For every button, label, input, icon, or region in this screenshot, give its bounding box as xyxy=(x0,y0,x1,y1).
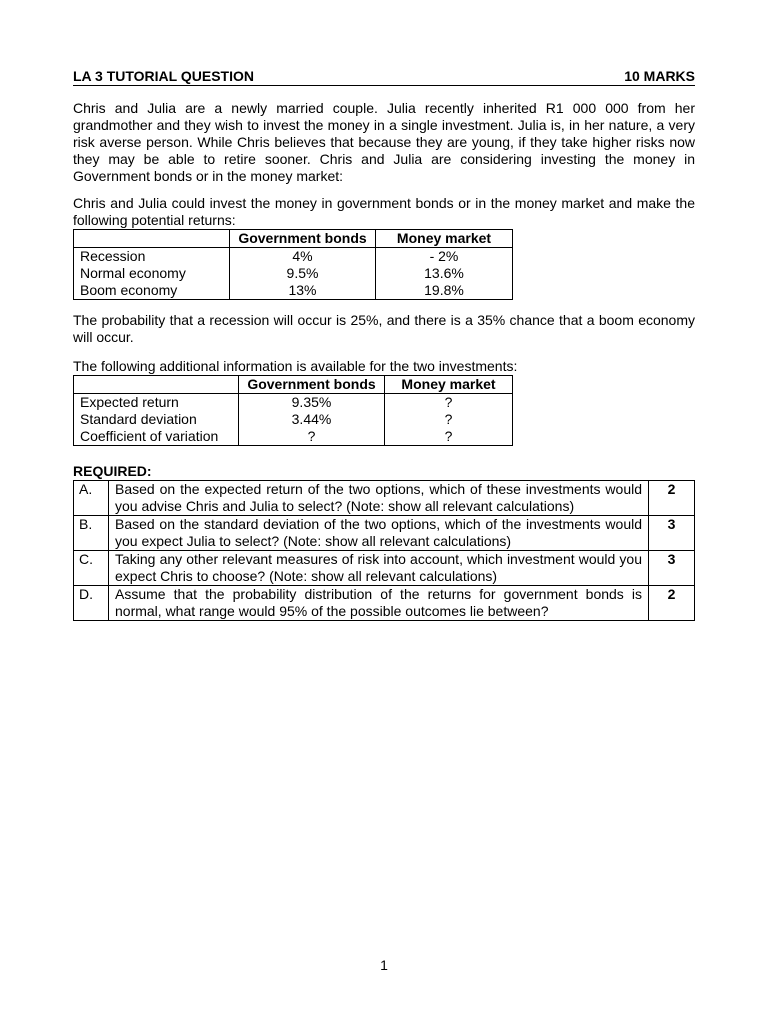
question-marks: 3 xyxy=(649,551,695,586)
probability-paragraph: The probability that a recession will occur is 25%, and there is a 35% chance that a boom economy will occur. xyxy=(73,312,695,345)
question-letter: B. xyxy=(74,516,109,551)
table-cell: ? xyxy=(239,428,385,446)
question-text: Based on the expected return of the two options, which of these investments would you advise Chris and Julia to select? (Note: show all relevant calculations) xyxy=(109,481,649,516)
question-row xyxy=(74,551,695,586)
table-cell: 13% xyxy=(230,282,376,300)
returns-paragraph: Chris and Julia could invest the money in government bonds or in the money market and make the following potential returns: xyxy=(73,195,695,228)
table-cell: 9.35% xyxy=(239,394,385,412)
table-cell: ? xyxy=(385,394,513,412)
required-heading: REQUIRED: xyxy=(73,463,152,479)
intro-paragraph: Chris and Julia are a newly married couple. Julia recently inherited R1 000 000 from her grandmother and they wish to invest the money in a single investment. Julia is, in her nature, a very risk averse person. While Chris believes that because they are young, if they take higher risks now they may be able to retire sooner. Chris and Julia are considering investing the money in Government bonds or in the money market: xyxy=(73,100,695,184)
question-row xyxy=(74,516,695,551)
table-cell: Expected return xyxy=(74,394,239,412)
question-marks: 3 xyxy=(649,516,695,551)
total-marks: 10 MARKS xyxy=(624,68,695,84)
returns-header-blank xyxy=(74,230,230,248)
stats-table xyxy=(73,375,513,446)
table-cell: Coefficient of variation xyxy=(74,428,239,446)
returns-header-money: Money market xyxy=(376,230,513,248)
document-page xyxy=(73,68,695,621)
additional-info-paragraph: The following additional information is available for the two investments: xyxy=(73,358,518,374)
table-cell: 4% xyxy=(230,248,376,266)
table-cell: ? xyxy=(385,411,513,428)
returns-table xyxy=(73,229,513,300)
stats-header-money: Money market xyxy=(385,376,513,394)
returns-header-bonds: Government bonds xyxy=(230,230,376,248)
table-cell: 13.6% xyxy=(376,265,513,282)
table-cell: Boom economy xyxy=(74,282,230,300)
table-cell: Normal economy xyxy=(74,265,230,282)
stats-header-bonds: Government bonds xyxy=(239,376,385,394)
question-text: Assume that the probability distribution of the returns for government bonds is normal, what range would 95% of the possible outcomes lie between? xyxy=(109,586,649,621)
questions-table xyxy=(73,480,695,621)
table-cell: Standard deviation xyxy=(74,411,239,428)
table-cell: 19.8% xyxy=(376,282,513,300)
question-text: Based on the standard deviation of the two options, which of the investments would you expect Julia to select? (Note: show all relevant calculations) xyxy=(109,516,649,551)
table-cell: ? xyxy=(385,428,513,446)
question-text: Taking any other relevant measures of risk into account, which investment would you expect Chris to choose? (Note: show all relevant calculations) xyxy=(109,551,649,586)
table-cell: - 2% xyxy=(376,248,513,266)
page-number: 1 xyxy=(380,957,388,973)
page-title: LA 3 TUTORIAL QUESTION xyxy=(73,68,254,84)
table-cell: 3.44% xyxy=(239,411,385,428)
question-row xyxy=(74,481,695,516)
stats-header-blank xyxy=(74,376,239,394)
question-letter: D. xyxy=(74,586,109,621)
question-row xyxy=(74,586,695,621)
question-marks: 2 xyxy=(649,481,695,516)
question-letter: C. xyxy=(74,551,109,586)
question-marks: 2 xyxy=(649,586,695,621)
page-header xyxy=(73,68,695,86)
table-cell: Recession xyxy=(74,248,230,266)
question-letter: A. xyxy=(74,481,109,516)
table-cell: 9.5% xyxy=(230,265,376,282)
